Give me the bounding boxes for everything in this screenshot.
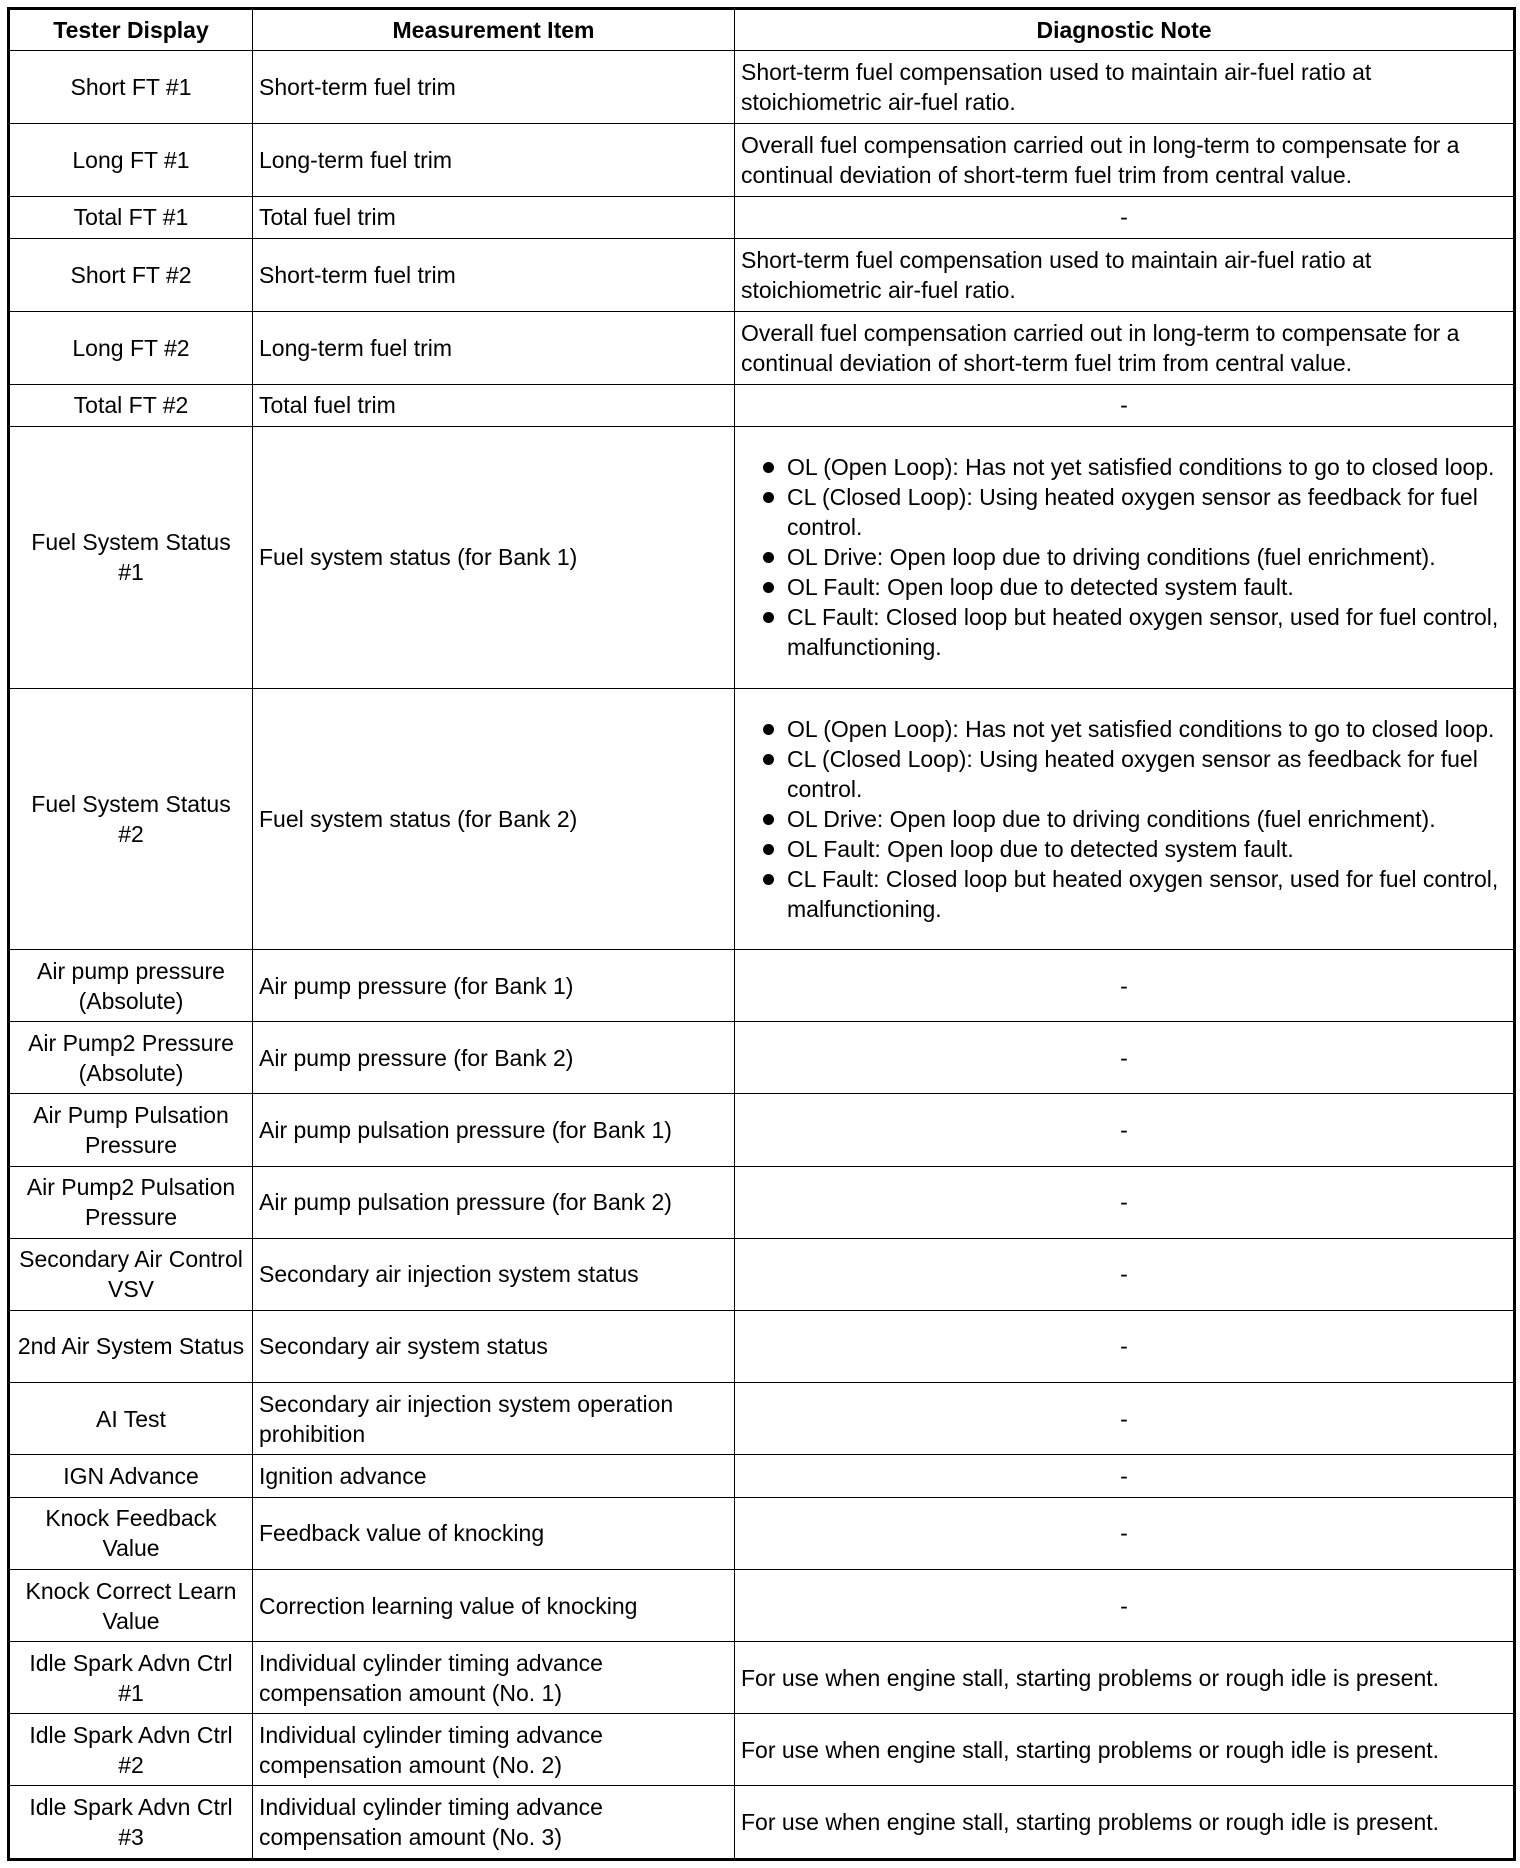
table-row [9, 1569, 1515, 1641]
diagnostic-note-cell: Short-term fuel compensation used to maintain air-fuel ratio at stoichiometric air-fuel ratio. [735, 239, 1515, 312]
diagnostic-table [7, 7, 1516, 1861]
tester-display-cell: Long FT #1 [9, 124, 253, 196]
status-bullet-item: OL (Open Loop): Has not yet satisfied conditions to go to closed loop. [741, 714, 1507, 744]
table-row [9, 1238, 1515, 1310]
diagnostic-note-cell: Overall fuel compensation carried out in long-term to compensate for a continual deviation of short-term fuel trim from central value. [735, 124, 1515, 196]
status-bullet-item: OL Drive: Open loop due to driving conditions (fuel enrichment). [741, 542, 1507, 572]
tester-display-cell: Air Pump2 Pulsation Pressure [9, 1166, 253, 1238]
status-bullet-item: OL (Open Loop): Has not yet satisfied conditions to go to closed loop. [741, 452, 1507, 482]
measurement-item-cell: Feedback value of knocking [253, 1497, 735, 1569]
measurement-item-cell: Individual cylinder timing advance compensation amount (No. 2) [253, 1714, 735, 1786]
diagnostic-note-cell: For use when engine stall, starting problems or rough idle is present. [735, 1642, 1515, 1714]
status-bullet-item: CL Fault: Closed loop but heated oxygen sensor, used for fuel control, malfunctioning. [741, 864, 1507, 924]
table-row [9, 124, 1515, 196]
measurement-item-cell: Total fuel trim [253, 196, 735, 239]
header-measurement-item: Measurement Item [253, 9, 735, 51]
tester-display-cell: Secondary Air Control VSV [9, 1238, 253, 1310]
header-tester-display: Tester Display [9, 9, 253, 51]
table-row [9, 1383, 1515, 1455]
diagnostic-note-cell: Overall fuel compensation carried out in long-term to compensate for a continual deviation of short-term fuel trim from central value. [735, 312, 1515, 384]
diagnostic-note-cell: - [735, 1022, 1515, 1094]
tester-display-cell: Long FT #2 [9, 312, 253, 384]
tester-display-cell: AI Test [9, 1383, 253, 1455]
header-diagnostic-note: Diagnostic Note [735, 9, 1515, 51]
status-bullet-list [741, 452, 1507, 662]
tester-display-cell: Fuel System Status #1 [9, 427, 253, 688]
tester-display-cell: Total FT #2 [9, 384, 253, 427]
measurement-item-cell: Individual cylinder timing advance compensation amount (No. 3) [253, 1786, 735, 1860]
diagnostic-note-cell: - [735, 1238, 1515, 1310]
status-bullet-item: CL (Closed Loop): Using heated oxygen sensor as feedback for fuel control. [741, 744, 1507, 804]
tester-display-cell: Total FT #1 [9, 196, 253, 239]
diagnostic-note-cell: For use when engine stall, starting problems or rough idle is present. [735, 1714, 1515, 1786]
table-row [9, 950, 1515, 1022]
diagnostic-note-cell: - [735, 1455, 1515, 1498]
measurement-item-cell: Long-term fuel trim [253, 312, 735, 384]
tester-display-cell: Short FT #1 [9, 51, 253, 124]
diagnostic-note-cell: - [735, 384, 1515, 427]
diagnostic-note-cell: - [735, 1497, 1515, 1569]
measurement-item-cell: Ignition advance [253, 1455, 735, 1498]
table-row [9, 1455, 1515, 1498]
table-row [9, 239, 1515, 312]
status-bullet-item: CL Fault: Closed loop but heated oxygen sensor, used for fuel control, malfunctioning. [741, 602, 1507, 662]
table-row [9, 1166, 1515, 1238]
diagnostic-note-cell: - [735, 1383, 1515, 1455]
measurement-item-cell: Secondary air injection system status [253, 1238, 735, 1310]
measurement-item-cell: Secondary air injection system operation prohibition [253, 1383, 735, 1455]
measurement-item-cell: Air pump pulsation pressure (for Bank 1) [253, 1094, 735, 1166]
tester-display-cell: 2nd Air System Status [9, 1310, 253, 1382]
table-row [9, 51, 1515, 124]
measurement-item-cell: Long-term fuel trim [253, 124, 735, 196]
measurement-item-cell: Short-term fuel trim [253, 51, 735, 124]
diagnostic-note-cell: For use when engine stall, starting problems or rough idle is present. [735, 1786, 1515, 1860]
diagnostic-note-cell [735, 688, 1515, 949]
diagnostic-note-cell: - [735, 1166, 1515, 1238]
measurement-item-cell: Correction learning value of knocking [253, 1569, 735, 1641]
table-row [9, 688, 1515, 949]
diagnostic-note-cell [735, 427, 1515, 688]
measurement-item-cell: Air pump pulsation pressure (for Bank 2) [253, 1166, 735, 1238]
tester-display-cell: Idle Spark Advn Ctrl #2 [9, 1714, 253, 1786]
diagnostic-note-cell: - [735, 950, 1515, 1022]
table-row [9, 1714, 1515, 1786]
status-bullet-item: OL Drive: Open loop due to driving conditions (fuel enrichment). [741, 804, 1507, 834]
diagnostic-note-cell: - [735, 196, 1515, 239]
status-bullet-item: OL Fault: Open loop due to detected system fault. [741, 834, 1507, 864]
tester-display-cell: Air Pump2 Pressure (Absolute) [9, 1022, 253, 1094]
measurement-item-cell: Individual cylinder timing advance compensation amount (No. 1) [253, 1642, 735, 1714]
tester-display-cell: Idle Spark Advn Ctrl #3 [9, 1786, 253, 1860]
table-row [9, 384, 1515, 427]
tester-display-cell: Idle Spark Advn Ctrl #1 [9, 1642, 253, 1714]
tester-display-cell: Fuel System Status #2 [9, 688, 253, 949]
tester-display-cell: Knock Correct Learn Value [9, 1569, 253, 1641]
tester-display-cell: Knock Feedback Value [9, 1497, 253, 1569]
diagnostic-note-cell: - [735, 1310, 1515, 1382]
tester-display-cell: Air pump pressure (Absolute) [9, 950, 253, 1022]
measurement-item-cell: Secondary air system status [253, 1310, 735, 1382]
measurement-item-cell: Air pump pressure (for Bank 1) [253, 950, 735, 1022]
measurement-item-cell: Fuel system status (for Bank 2) [253, 688, 735, 949]
tester-display-cell: Air Pump Pulsation Pressure [9, 1094, 253, 1166]
diagnostic-note-cell: - [735, 1094, 1515, 1166]
header-row [9, 9, 1515, 51]
status-bullet-item: OL Fault: Open loop due to detected system fault. [741, 572, 1507, 602]
table-row [9, 196, 1515, 239]
measurement-item-cell: Air pump pressure (for Bank 2) [253, 1022, 735, 1094]
table-row [9, 427, 1515, 688]
table-row [9, 1094, 1515, 1166]
diagnostic-note-cell: Short-term fuel compensation used to maintain air-fuel ratio at stoichiometric air-fuel ratio. [735, 51, 1515, 124]
measurement-item-cell: Total fuel trim [253, 384, 735, 427]
measurement-item-cell: Short-term fuel trim [253, 239, 735, 312]
status-bullet-list [741, 714, 1507, 924]
table-row [9, 1497, 1515, 1569]
measurement-item-cell: Fuel system status (for Bank 1) [253, 427, 735, 688]
status-bullet-item: CL (Closed Loop): Using heated oxygen sensor as feedback for fuel control. [741, 482, 1507, 542]
table-row [9, 1642, 1515, 1714]
tester-display-cell: IGN Advance [9, 1455, 253, 1498]
tester-display-cell: Short FT #2 [9, 239, 253, 312]
table-row [9, 1310, 1515, 1382]
diagnostic-note-cell: - [735, 1569, 1515, 1641]
table-row [9, 1022, 1515, 1094]
table-row [9, 312, 1515, 384]
table-row [9, 1786, 1515, 1860]
